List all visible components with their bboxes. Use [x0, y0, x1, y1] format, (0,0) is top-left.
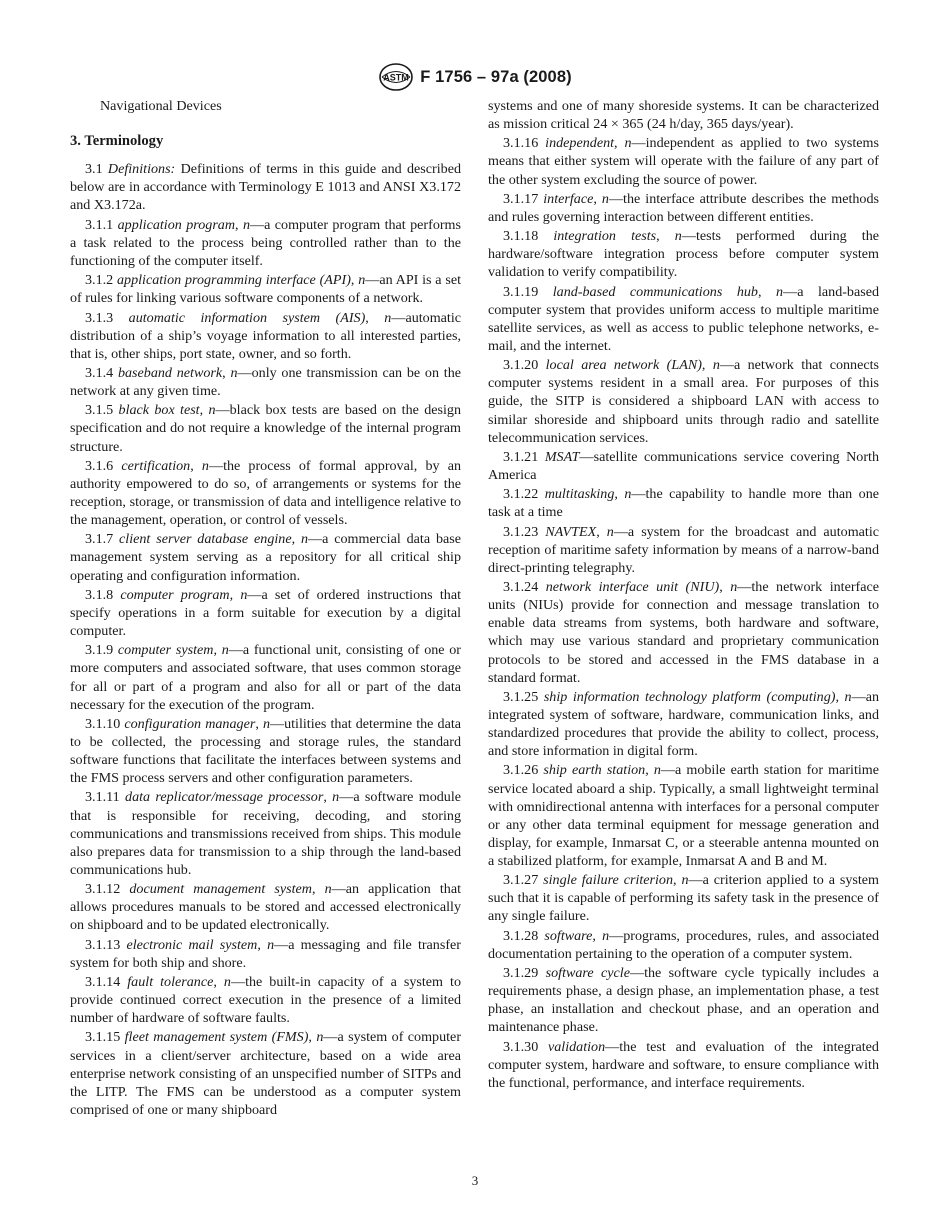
term-number: 3.1.24 — [503, 579, 539, 596]
term-text: a messaging and file transfer system for both ship and shore. — [70, 936, 461, 971]
term-name: interface — [543, 190, 594, 207]
term-name: automatic information system (AIS) — [128, 309, 366, 326]
term-text: programs, procedures, rules, and associated documentation pertaining to the operation of a computer system. — [488, 927, 880, 962]
term-name: baseband network — [117, 364, 223, 381]
part-of-speech: n — [267, 936, 275, 953]
part-of-speech: n — [240, 586, 248, 603]
term-text: the capability to handle more than one task at a time — [488, 486, 880, 521]
term-name: client server database engine — [119, 531, 292, 548]
term-number: 3.1.10 — [85, 715, 121, 732]
term-definition: 3.1.2 application programming interface (API), n—an API is a set of rules for linking various software components of a network. — [70, 272, 461, 307]
section-heading: 3. Terminology — [70, 133, 164, 150]
term-definition: 3.1.1 application program, n—a computer program that performs a task related to the process being controlled rather than to the functioning of the computer itself. — [70, 216, 462, 269]
term-number: 3.1.1 — [85, 216, 114, 233]
part-of-speech: n — [301, 531, 309, 548]
term-name: single failure criterion — [543, 872, 674, 889]
term-text: an API is a set of rules for linking various software components of a network. — [70, 272, 461, 307]
term-name: document management system — [129, 881, 312, 898]
term-name: MSAT — [544, 448, 580, 465]
part-of-speech: n — [223, 973, 231, 990]
term-definition: 3.1.12 document management system, n—an application that allows procedures manuals to be stored and accessed electronically on shipboard and to be updated electronically. — [70, 881, 462, 934]
part-of-speech: n — [844, 688, 852, 705]
term-text: independent as applied to two systems means that either system will operate with the failure of any part of the other system excluding the source of power. — [488, 135, 880, 188]
term-name: software cycle — [545, 965, 630, 982]
part-of-speech: n — [653, 762, 661, 779]
left-term-list — [70, 216, 461, 1119]
term-definition: 3.1.25 ship information technology platform (computing), n—an integrated system of software, hardware, communication links, and standardized procedures that provide the ability to collect, process, and store information in digital form. — [488, 688, 879, 760]
term-number: 3.1.14 — [85, 973, 121, 990]
term-definition: 3.1.22 multitasking, n—the capability to handle more than one task at a time — [488, 486, 880, 521]
part-of-speech: n — [606, 523, 614, 540]
term-name: network interface unit (NIU) — [545, 579, 720, 596]
term-number: 3.1.29 — [503, 965, 539, 982]
term-number: 3.1.3 — [85, 309, 114, 326]
term-definition: 3.1.23 NAVTEX, n—a system for the broadcast and automatic reception of maritime safety information by means of a narrow-band direct-printing telegraphy. — [488, 523, 879, 576]
part-of-speech: n — [262, 715, 270, 732]
term-text: the test and evaluation of the integrated computer system, hardware and software, to ensure compliance with the functional, performance, and interface requirements. — [488, 1038, 879, 1091]
term-number: 3.1.6 — [85, 457, 114, 474]
term-text: only one transmission can be on the network at any given time. — [70, 364, 462, 400]
term-definition: 3.1.6 certification, n—the process of formal approval, by an authority empowered to do so, of arrangements or systems for the reception, storage, or transmission of data and intelligence relative to the management, operation, or control of vessels. — [70, 457, 461, 529]
part-of-speech: n — [681, 872, 689, 889]
part-of-speech: n — [316, 1029, 324, 1046]
term-number: 3.1.19 — [503, 283, 539, 300]
part-of-speech: n — [674, 228, 682, 245]
part-of-speech: n — [324, 881, 332, 898]
term-name: independent — [545, 135, 615, 152]
term-definition: 3.1.19 land-based communications hub, n—a land-based computer system that provides uniform access to multiple maritime satellite services, as well as access to public telephone networks, e-mail, and the internet. — [488, 283, 880, 354]
term-number: 3.1.5 — [85, 402, 114, 419]
term-text: the network interface units (NIUs) provide for connection and message translation to enable data streams from systems, both hardware and software, which may use various standard and proprietary communication protocols to be stored and accessed in the FMS database in a standard format. — [488, 579, 879, 686]
term-name: NAVTEX — [545, 523, 597, 540]
term-text: automatic distribution of a ship’s voyage information to all interested parties, that is, other ships, port state, owner, and so forth. — [70, 309, 462, 362]
part-of-speech: n — [624, 135, 632, 152]
svg-text:ASTM: ASTM — [383, 72, 410, 83]
term-text: a commercial data base management system serving as a repository for all critical ship operating and configuration information. — [70, 531, 461, 584]
term-number: 3.1.16 — [503, 135, 539, 152]
term-number: 3.1.15 — [85, 1029, 121, 1046]
term-definition: 3.1.29 software cycle—the software cycle typically includes a requirements phase, a design phase, an implementation phase, a test phase, an installation and checkout phase, and an operation and maintenance phase. — [488, 965, 879, 1036]
term-number: 3.1.28 — [503, 927, 539, 944]
term-text: the interface attribute describes the methods and rules governing interaction between different entities. — [488, 190, 880, 225]
term-definition: 3.1.14 fault tolerance, n—the built-in capacity of a system to provide continued correct execution in the presence of a limited number of hardware of software faults. — [70, 973, 461, 1027]
part-of-speech: n — [221, 642, 229, 659]
part-of-speech: n — [712, 357, 720, 374]
term-text: a system of computer services in a client/server architecture, based on a wide area enterprise network consisting of an unspecified number of SITPs and the LITP. The FMS can be understood as a computer system comprised of one or many shipboard — [70, 1029, 462, 1118]
part-of-speech: n — [384, 309, 392, 326]
term-text: a functional unit, consisting of one or more computers and associated software, that uses common storage for all or part of a program and also for all or part of the data necessary for the execution of the program. — [70, 642, 462, 713]
term-text: satellite communications service covering North America — [488, 448, 879, 483]
term-number: 3.1.30 — [503, 1038, 539, 1055]
term-number: 3.1.9 — [85, 642, 114, 659]
page-header — [0, 62, 950, 92]
term-name: ship information technology platform (computing) — [543, 688, 836, 705]
part-of-speech: n — [776, 283, 784, 300]
term-definition: 3.1.18 integration tests, n—tests performed during the hardware/software integration process before computer system validation to verify compatibility. — [488, 228, 880, 281]
term-name: ship earth station — [543, 762, 646, 779]
term-name: certification — [121, 457, 191, 474]
term-definition: 3.1.16 independent, n—independent as applied to two systems means that either system will operate with the failure of any part of the other system excluding the source of power. — [488, 135, 880, 188]
term-name: validation — [548, 1038, 606, 1055]
right-column — [488, 97, 879, 1093]
term-definition: 3.1.9 computer system, n—a functional unit, consisting of one or more computers and associated software, that uses common storage for all or part of a program and also for all or part of the data necessary for the execution of the program. — [70, 642, 462, 713]
term-name: data replicator/message processor — [125, 789, 324, 806]
term-text: the process of formal approval, by an authority empowered to do so, of arrangements or systems for the reception, storage, or transmission of data and intelligence relative to the management, operation, or control of vessels. — [70, 457, 461, 529]
term-number: 3.1.13 — [85, 936, 121, 953]
part-of-speech: n — [208, 402, 216, 419]
term-number: 3.1.7 — [85, 531, 114, 548]
term-name: electronic mail system — [126, 936, 258, 953]
term-number: 3.1.17 — [503, 190, 539, 207]
part-of-speech: n — [602, 927, 610, 944]
continuation-text: systems and one of many shoreside systems. It can be characterized as mission critical 24 × 365 (24 h/day, 365 days/year). — [488, 98, 879, 133]
term-name: local area network (LAN) — [545, 357, 702, 374]
term-definition: 3.1.7 client server database engine, n—a commercial data base management system serving as a repository for all critical ship operating and configuration information. — [70, 531, 461, 584]
term-definition: 3.1.27 single failure criterion, n—a criterion applied to a system such that it is capable of performing its safety task in the presence of any single failure. — [488, 872, 880, 925]
term-text: utilities that determine the data to be collected, the processing and storage rules, the standard software functions that facilitate the interfaces between systems and the FMS process servers and other configuration parameters. — [70, 715, 461, 787]
part-of-speech: n — [230, 364, 238, 381]
term-definition: 3.1.3 automatic information system (AIS), n—automatic distribution of a ship’s voyage information to all interested parties, that is, other ships, port state, owner, and so forth. — [70, 309, 462, 362]
term-text: a network that connects computer systems resident in a small area. For purposes of this guide, the SITP is considered a shipboard LAN with access to similar shoreside and shipboard units through radio and satellite telecommunication services. — [488, 357, 880, 446]
term-text: a software module that is responsible for receiving, decoding, and storing communications and transmissions received from ships. This module also prepares data for transmission to a ship through the land-based communications hub. — [70, 789, 462, 878]
term-text: a criterion applied to a system such that it is capable of performing its safety task in the presence of any single failure. — [488, 872, 880, 925]
term-number: 3.1.11 — [85, 789, 120, 806]
term-name: software — [544, 927, 593, 944]
term-name: land-based communications hub — [552, 283, 758, 300]
part-of-speech: n — [601, 190, 609, 207]
term-name: application programming interface (API) — [116, 272, 351, 289]
term-number: 3.1.21 — [503, 448, 539, 465]
term-definition: 3.1.4 baseband network, n—only one transmission can be on the network at any given time. — [70, 364, 462, 400]
term-definition: 3.1.24 network interface unit (NIU), n—the network interface units (NIUs) provide for connection and message translation to enable data streams from systems, both hardware and software, which may use various standard and proprietary communication protocols to be stored and accessed in the FMS database in a standard format. — [488, 579, 879, 686]
term-definition: 3.1.10 configuration manager, n—utilities that determine the data to be collected, the processing and storage rules, the standard software functions that facilitate the interfaces between systems and the FMS process servers and other configuration parameters. — [70, 715, 461, 787]
part-of-speech: n — [242, 216, 251, 233]
term-number: 3.1.22 — [503, 486, 539, 503]
right-term-list — [488, 134, 879, 1092]
term-definition: 3.1.30 validation—the test and evaluation of the integrated computer system, hardware and software, to ensure compliance with the functional, performance, and interface requirements. — [488, 1038, 879, 1091]
term-definition: 3.1.17 interface, n—the interface attribute describes the methods and rules governing interaction between different entities. — [488, 190, 880, 225]
term-text: tests performed during the hardware/software integration process before computer system validation to verify compatibility. — [488, 228, 880, 281]
continuation-text: Navigational Devices — [100, 98, 222, 114]
term-definition: 3.1.8 computer program, n—a set of ordered instructions that specify operations in a form suitable for execution by a digital computer. — [70, 586, 461, 640]
term-text: a computer program that performs a task related to the process being controlled rather than to the functioning of the computer itself. — [70, 216, 462, 269]
term-text: a mobile earth station for maritime service located aboard a ship. Typically, a small lightweight terminal with omnidirectional antenna with interfaces for a personal computer or any other data terminal equipment for message generation and display, for example, Inmarsat C, or a steerable antenna mounted on a stabilized platform, for example, Inmarsat A and B and M. — [488, 762, 880, 869]
term-definition: 3.1.20 local area network (LAN), n—a network that connects computer systems resident in a small area. For purposes of this guide, the SITP is considered a shipboard LAN with access to similar shoreside and shipboard units through radio and satellite telecommunication services. — [488, 357, 880, 446]
left-column — [70, 97, 461, 1120]
term-name: computer program — [120, 586, 230, 603]
term-definition: 3.1.28 software, n—programs, procedures, rules, and associated documentation pertaining to the operation of a computer system. — [488, 927, 880, 962]
part-of-speech: n — [358, 272, 366, 289]
term-number: 3.1.4 — [85, 364, 114, 381]
term-number: 3.1.27 — [503, 872, 539, 889]
term-definition: 3.1.13 electronic mail system, n—a messaging and file transfer system for both ship and shore. — [70, 936, 461, 971]
term-number: 3.1.2 — [85, 272, 114, 289]
term-name: black box test — [118, 402, 200, 419]
document-id: F 1756 – 97a (2008) — [420, 67, 572, 86]
term-number: 3.1.18 — [503, 228, 539, 245]
term-name: integration tests — [553, 228, 657, 245]
term-text: the built-in capacity of a system to provide continued correct execution in the presence of a limited number of hardware of software faults. — [70, 973, 461, 1027]
term-text: black box tests are based on the design specification and do not require a knowledge of the internal program structure. — [70, 402, 461, 455]
definitions-intro: 3.1 Definitions: Definitions of terms in this guide and described below are in accordance with Terminology E 1013 and ANSI X3.172 and X3.172a. — [70, 161, 462, 214]
term-name: computer system — [117, 642, 214, 659]
term-text: the software cycle typically includes a requirements phase, a design phase, an implementation phase, a test phase, an installation and checkout phase, and an operation and maintenance phase. — [488, 965, 879, 1036]
term-name: fleet management system (FMS) — [124, 1029, 309, 1046]
term-text: a land-based computer system that provides uniform access to multiple maritime satellite services, as well as access to public telephone networks, e-mail, and the internet. — [488, 283, 880, 354]
term-definition: 3.1.15 fleet management system (FMS), n—a system of computer services in a client/server architecture, based on a wide area enterprise network consisting of an unspecified number of SITPs and the LITP. The FMS can be understood as a computer system comprised of one or many shipboard — [70, 1029, 462, 1118]
term-text: a set of ordered instructions that specify operations in a form suitable for execution by a digital computer. — [70, 586, 461, 640]
term-text: an application that allows procedures manuals to be stored and accessed electronically on shipboard and to be updated electronically. — [70, 881, 462, 934]
term-name: configuration manager — [124, 715, 256, 732]
term-definition: 3.1.5 black box test, n—black box tests are based on the design specification and do not require a knowledge of the internal program structure. — [70, 402, 461, 455]
term-definition: 3.1.21 MSAT—satellite communications service covering North America — [488, 448, 879, 483]
part-of-speech: n — [730, 579, 738, 596]
term-text: an integrated system of software, hardware, communication links, and standardized procedures that provide the ability to collect, process, and store information in digital form. — [488, 688, 879, 760]
term-number: 3.1.8 — [85, 586, 114, 603]
term-definition: 3.1.11 data replicator/message processor, n—a software module that is responsible for receiving, decoding, and storing communications and transmissions received from ships. This module also prepares data for transmission to a ship through the land-based communications hub. — [70, 789, 462, 878]
part-of-speech: n — [332, 789, 340, 806]
part-of-speech: n — [624, 486, 632, 503]
term-name: multitasking — [544, 486, 615, 503]
astm-logo-icon — [378, 62, 414, 92]
term-name: fault tolerance — [127, 973, 214, 990]
part-of-speech: n — [201, 457, 209, 474]
term-name: application program — [117, 216, 236, 233]
term-number: 3.1.23 — [503, 523, 539, 540]
page-number: 3 — [471, 1173, 479, 1188]
term-number: 3.1.12 — [85, 881, 121, 898]
term-number: 3.1.26 — [503, 762, 539, 779]
term-text: a system for the broadcast and automatic reception of maritime safety information by means of a narrow-band direct-printing telegraphy. — [488, 523, 879, 576]
term-number: 3.1.20 — [503, 357, 539, 374]
term-definition: 3.1.26 ship earth station, n—a mobile earth station for maritime service located aboard a ship. Typically, a small lightweight terminal with omnidirectional antenna with interfaces for a personal computer or any other data terminal equipment for message generation and display, for example, Inmarsat C, or a steerable antenna mounted on a stabilized platform, for example, Inmarsat A and B and M. — [488, 762, 880, 869]
term-number: 3.1.25 — [503, 688, 539, 705]
